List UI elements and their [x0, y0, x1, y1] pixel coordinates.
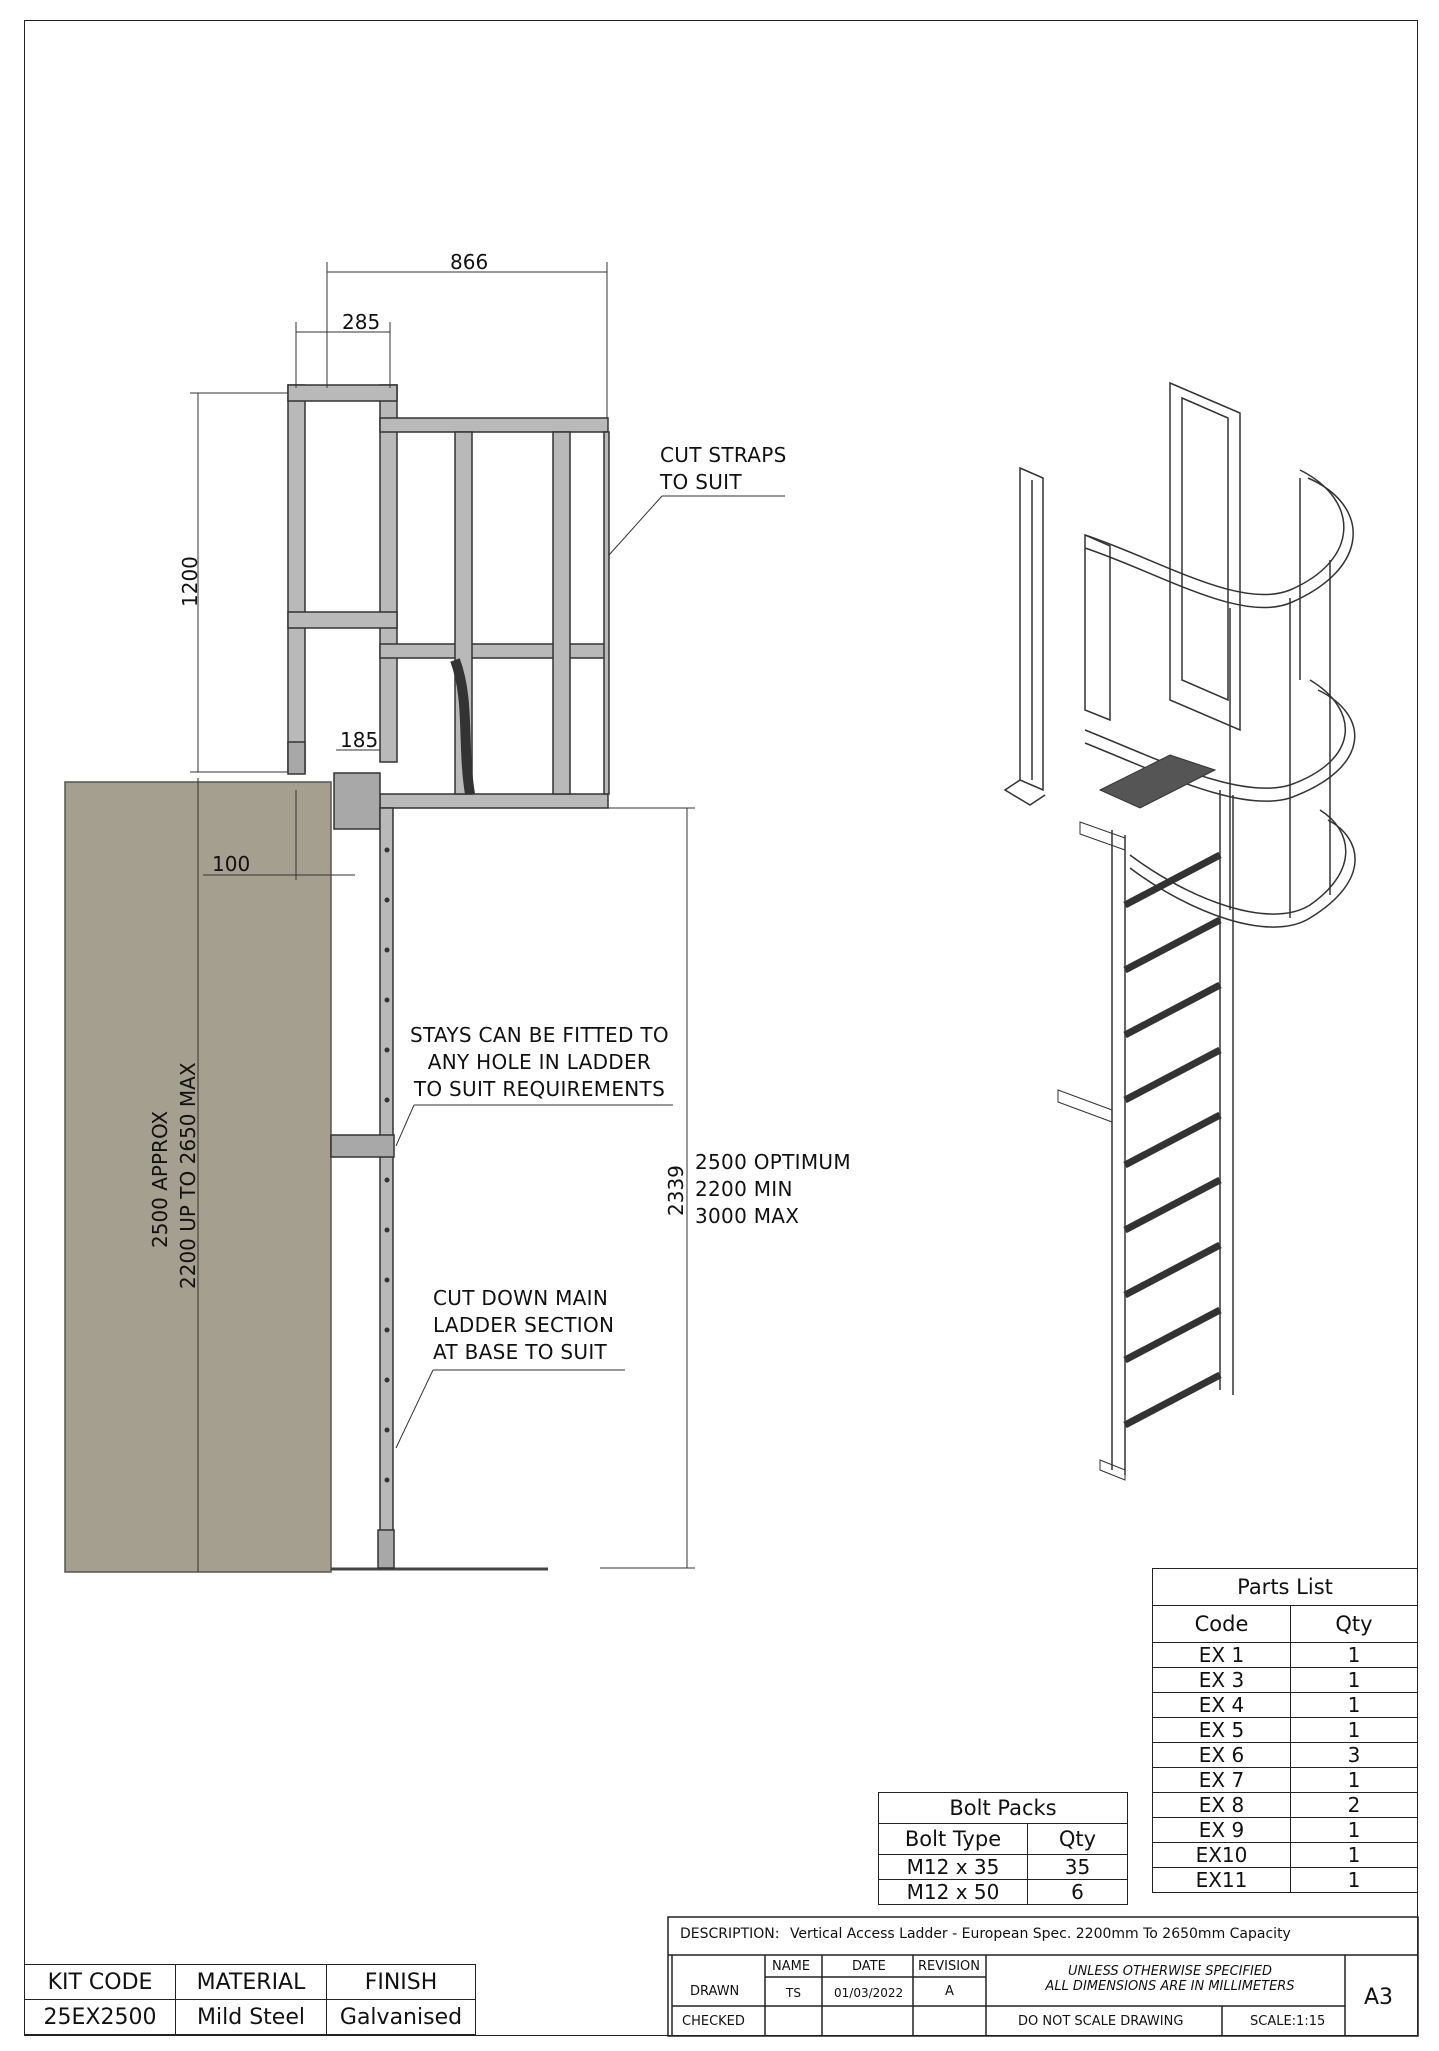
- note-cut-down: CUT DOWN MAIN LADDER SECTION AT BASE TO SUIT: [433, 1286, 615, 1364]
- part-code: EX 7: [1153, 1768, 1291, 1793]
- bolt-type: M12 x 50: [879, 1880, 1028, 1905]
- part-qty: 1: [1291, 1768, 1418, 1793]
- do-not-scale: DO NOT SCALE DRAWING: [1018, 2014, 1184, 2029]
- description-text: Vertical Access Ladder - European Spec. 2200mm To 2650mm Capacity: [789, 1926, 1291, 1942]
- part-qty: 1: [1291, 1868, 1418, 1893]
- part-code: EX 1: [1153, 1643, 1291, 1668]
- part-qty: 1: [1291, 1668, 1418, 1693]
- part-qty: 1: [1291, 1643, 1418, 1668]
- unless-specified: UNLESS OTHERWISE SPECIFIED ALL DIMENSIONS ARE IN MILLIMETERS: [1045, 1964, 1295, 1994]
- part-code: EX 6: [1153, 1743, 1291, 1768]
- part-code: EX11: [1153, 1868, 1291, 1893]
- kit-code: 25EX2500: [25, 2000, 176, 2035]
- drawn-label: DRAWN: [690, 1984, 740, 1999]
- bolt-type: M12 x 35: [879, 1855, 1028, 1880]
- note-stays: STAYS CAN BE FITTED TO ANY HOLE IN LADDER TO SUIT REQUIREMENTS: [410, 1023, 669, 1101]
- col-date: DATE: [852, 1959, 886, 1974]
- kit-header-finish: FINISH: [327, 1965, 476, 2000]
- sheet-size: A3: [1364, 1985, 1394, 2010]
- part-qty: 1: [1291, 1718, 1418, 1743]
- part-qty: 3: [1291, 1743, 1418, 1768]
- bolt-packs-title: Bolt Packs: [879, 1793, 1128, 1824]
- dim-1200: 1200: [178, 556, 202, 607]
- note-height-spec: 2500 OPTIMUM 2200 MIN 3000 MAX: [695, 1150, 851, 1228]
- drawn-date: 01/03/2022: [834, 1986, 904, 2000]
- bolt-qty: 6: [1028, 1880, 1128, 1905]
- kit-header-code: KIT CODE: [25, 1965, 176, 2000]
- parts-list-header-qty: Qty: [1291, 1606, 1418, 1643]
- part-code: EX10: [1153, 1843, 1291, 1868]
- dim-2339: 2339: [664, 1165, 688, 1216]
- part-code: EX 8: [1153, 1793, 1291, 1818]
- part-qty: 2: [1291, 1793, 1418, 1818]
- part-code: EX 4: [1153, 1693, 1291, 1718]
- col-name: NAME: [772, 1959, 811, 1974]
- part-code: EX 5: [1153, 1718, 1291, 1743]
- parts-list-header-code: Code: [1153, 1606, 1291, 1643]
- dim-185: 185: [340, 728, 379, 752]
- drawn-name: TS: [786, 1986, 801, 2000]
- bolt-qty: 35: [1028, 1855, 1128, 1880]
- dim-285: 285: [342, 310, 381, 334]
- kit-material: Mild Steel: [176, 2000, 327, 2035]
- dim-100: 100: [212, 852, 251, 876]
- dim-wall-height-1: 2500 APPROX: [148, 1110, 172, 1248]
- note-cut-straps: CUT STRAPS TO SUIT: [660, 443, 787, 494]
- dim-866: 866: [450, 250, 489, 274]
- kit-header-material: MATERIAL: [176, 1965, 327, 2000]
- col-revision: REVISION: [918, 1959, 981, 1974]
- checked-label: CHECKED: [682, 2014, 745, 2029]
- part-qty: 1: [1291, 1843, 1418, 1868]
- description-label: DESCRIPTION:: [680, 1926, 780, 1942]
- part-code: EX 3: [1153, 1668, 1291, 1693]
- dim-wall-height-2: 2200 UP TO 2650 MAX: [176, 1062, 200, 1289]
- bolt-packs-header-qty: Qty: [1028, 1824, 1128, 1855]
- parts-list-title: Parts List: [1153, 1569, 1418, 1606]
- bolt-packs-header-type: Bolt Type: [879, 1824, 1028, 1855]
- revision-value: A: [945, 1984, 954, 1999]
- part-qty: 1: [1291, 1693, 1418, 1718]
- scale: SCALE:1:15: [1250, 2014, 1326, 2029]
- kit-finish: Galvanised: [327, 2000, 476, 2035]
- part-code: EX 9: [1153, 1818, 1291, 1843]
- part-qty: 1: [1291, 1818, 1418, 1843]
- description-line: [680, 1926, 1291, 1942]
